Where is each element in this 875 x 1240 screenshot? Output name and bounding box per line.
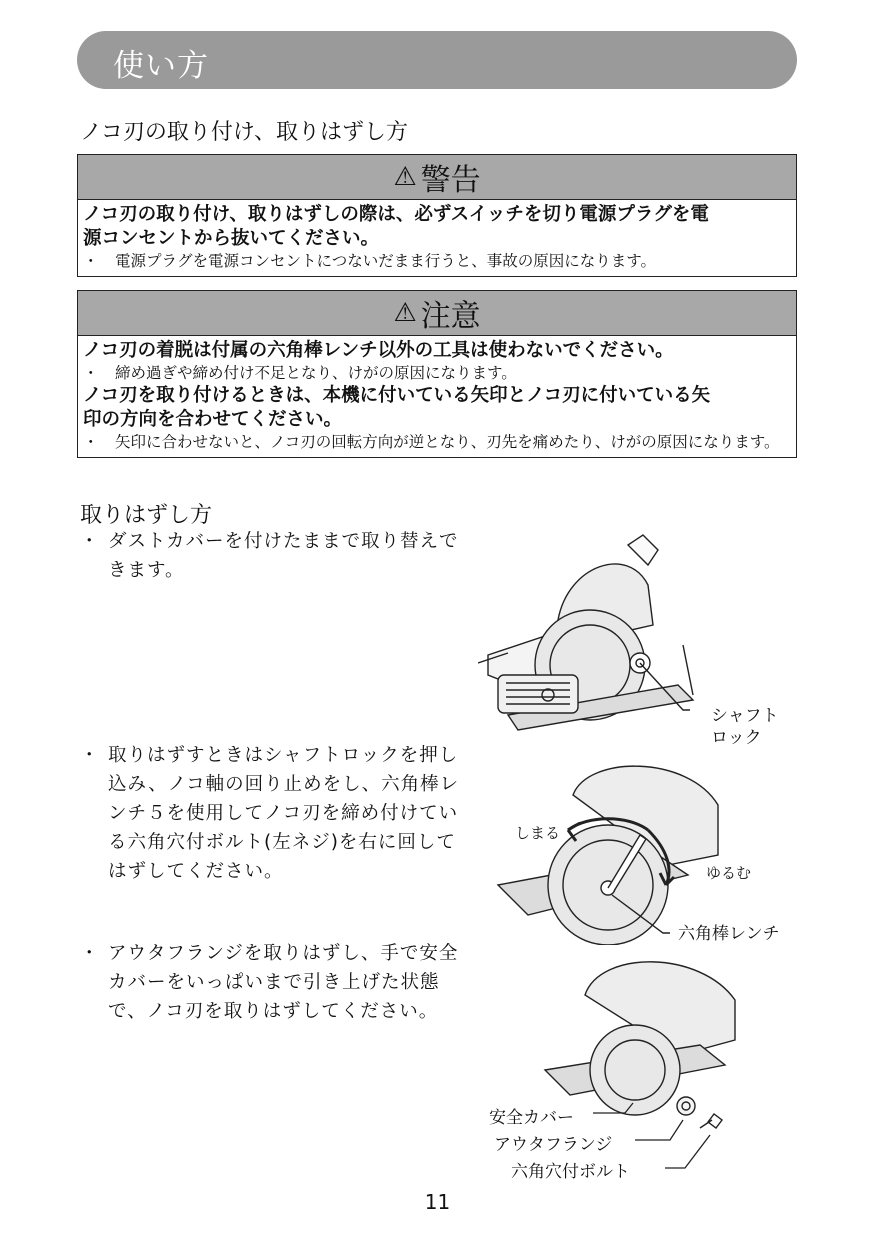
section-title: ノコ刃の取り付け、取りはずし方: [80, 120, 409, 145]
page-number: 11: [424, 1190, 451, 1214]
callout-tighten: しまる: [515, 824, 561, 842]
callout-shaft-lock-1: シャフト: [711, 706, 779, 726]
step-1: [80, 527, 468, 585]
callout-shaft-lock-2: ロック: [711, 728, 762, 748]
bullet-mark: ・: [80, 531, 100, 552]
caution-bullet1: [83, 363, 790, 384]
caution-bullet1-text: 締め過ぎや締め付け不足となり、けがの原因になります。: [115, 364, 517, 382]
warning-box: [77, 154, 797, 277]
step-3: [80, 939, 468, 1026]
saw-illustration-hex-wrench: [488, 755, 728, 945]
warning-text-line1: ノコ刃の取り付け、取りはずしの際は、必ずスイッチを切り電源プラグを電: [83, 204, 709, 225]
warning-text-line2: 源コンセントから抜いてください。: [83, 228, 380, 249]
step-1-text: ダストカバーを付けたままで取り替えできます。: [108, 531, 459, 581]
bullet-mark: ・: [83, 364, 99, 382]
callout-hex-wrench: 六角棒レンチ: [678, 924, 780, 944]
callout-hex-bolt: 六角穴付ボルト: [511, 1162, 630, 1182]
callout-loosen: ゆるむ: [706, 864, 752, 882]
step-2-text: 取りはずすときはシャフトロックを押し込み、ノコ軸の回り止めをし、六角棒レンチ５を使用してノコ刃を締め付けている六角穴付ボルト(左ネジ)を右に回してはずしてください。: [108, 745, 460, 882]
caution-heading: [78, 291, 796, 336]
warning-bullet-text: 電源プラグを電源コンセントにつないだまま行うと、事故の原因になります。: [115, 252, 656, 270]
caution-line2b: 印の方向を合わせてください。: [83, 409, 343, 430]
bullet-mark: ・: [83, 252, 99, 270]
removal-title: 取りはずし方: [80, 503, 213, 528]
caution-triangle-icon: ⚠: [393, 298, 417, 328]
warning-bullet: [83, 251, 790, 272]
header-title: 使い方: [113, 48, 209, 84]
caution-bullet2: [83, 432, 790, 453]
warning-heading-text: 警告: [420, 163, 481, 198]
callout-outer-flange: アウタフランジ: [494, 1135, 613, 1155]
warning-heading: [78, 155, 796, 200]
step-3-text: アウタフランジを取りはずし、手で安全カバーをいっぱいまで引き上げた状態で、ノコ刃を取りはずしてください。: [108, 943, 459, 1022]
caution-bullet2-text: 矢印に合わせないと、ノコ刃の回転方向が逆となり、刃先を痛めたり、けがの原因になります。: [115, 433, 780, 451]
bullet-mark: ・: [83, 433, 99, 451]
caution-box: [77, 290, 797, 458]
bullet-mark: ・: [80, 943, 100, 964]
warning-triangle-icon: ⚠: [393, 162, 417, 192]
caution-line2a: ノコ刃を取り付けるときは、本機に付いている矢印とノコ刃に付いている矢: [83, 385, 711, 406]
removal-leader-lines: [585, 1095, 715, 1175]
callout-safety-cover: 安全カバー: [489, 1108, 574, 1128]
page-header: [77, 31, 797, 89]
step-2: [80, 741, 468, 886]
saw-illustration-shaft-lock: [478, 525, 718, 755]
caution-line1: ノコ刃の着脱は付属の六角棒レンチ以外の工具は使わないでください。: [83, 340, 674, 361]
bullet-mark: ・: [80, 745, 100, 766]
caution-heading-text: 注意: [420, 299, 481, 334]
